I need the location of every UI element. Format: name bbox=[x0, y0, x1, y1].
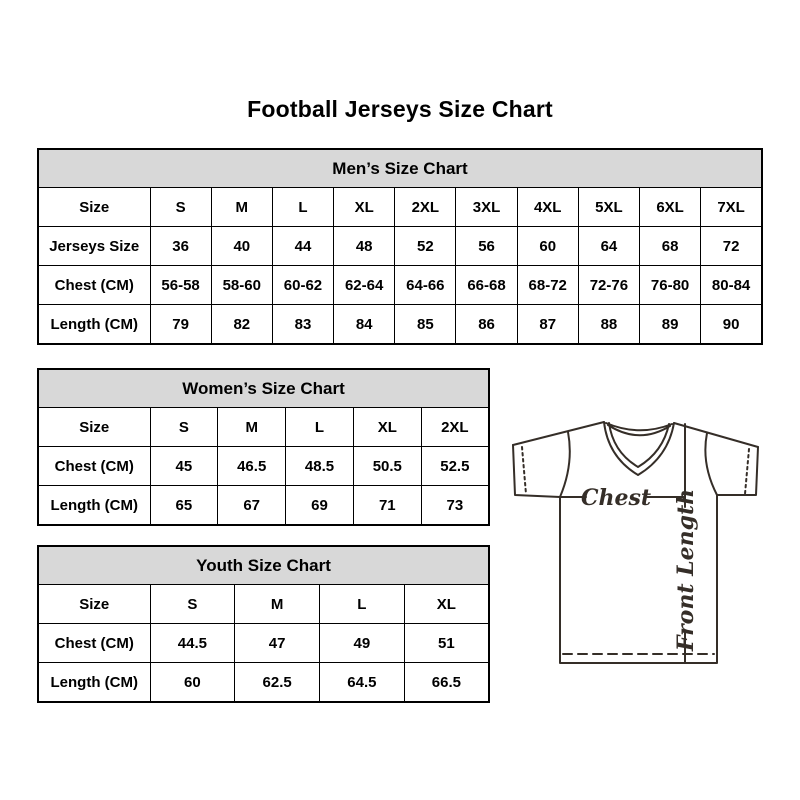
table-row bbox=[38, 486, 489, 526]
row-label-cell: Length (CM) bbox=[38, 663, 150, 703]
value-cell: 90 bbox=[701, 305, 762, 345]
value-cell: 82 bbox=[211, 305, 272, 345]
value-cell: 49 bbox=[320, 624, 405, 663]
row-label-cell: Size bbox=[38, 585, 150, 624]
row-label-cell: Chest (CM) bbox=[38, 447, 150, 486]
mens-size-chart-table bbox=[37, 148, 763, 345]
value-cell: 56-58 bbox=[150, 266, 211, 305]
value-cell: XL bbox=[353, 408, 421, 447]
value-cell: 60-62 bbox=[272, 266, 333, 305]
row-label-cell: Chest (CM) bbox=[38, 266, 150, 305]
value-cell: 52 bbox=[395, 227, 456, 266]
value-cell: 68-72 bbox=[517, 266, 578, 305]
value-cell: 84 bbox=[334, 305, 395, 345]
value-cell: L bbox=[320, 585, 405, 624]
value-cell: M bbox=[235, 585, 320, 624]
value-cell: 2XL bbox=[395, 188, 456, 227]
value-cell: 36 bbox=[150, 227, 211, 266]
value-cell: 4XL bbox=[517, 188, 578, 227]
table-row bbox=[38, 188, 762, 227]
table-title: Women’s Size Chart bbox=[38, 369, 489, 408]
table-title-row bbox=[38, 149, 762, 188]
table-title: Youth Size Chart bbox=[38, 546, 489, 585]
value-cell: 5XL bbox=[578, 188, 639, 227]
value-cell: S bbox=[150, 585, 235, 624]
value-cell: 44.5 bbox=[150, 624, 235, 663]
value-cell: 3XL bbox=[456, 188, 517, 227]
value-cell: 89 bbox=[640, 305, 701, 345]
value-cell: 69 bbox=[286, 486, 354, 526]
table-title-row bbox=[38, 369, 489, 408]
value-cell: 51 bbox=[404, 624, 489, 663]
row-label-cell: Jerseys Size bbox=[38, 227, 150, 266]
jersey-collar bbox=[604, 422, 674, 475]
value-cell: S bbox=[150, 408, 218, 447]
value-cell: 47 bbox=[235, 624, 320, 663]
value-cell: M bbox=[211, 188, 272, 227]
value-cell: 40 bbox=[211, 227, 272, 266]
jersey-right-sleeve bbox=[717, 447, 758, 495]
womens-size-chart-table bbox=[37, 368, 490, 526]
value-cell: 48.5 bbox=[286, 447, 354, 486]
chest-label: Chest bbox=[580, 485, 652, 511]
table-row bbox=[38, 266, 762, 305]
value-cell: 60 bbox=[517, 227, 578, 266]
table-row bbox=[38, 663, 489, 703]
value-cell: 45 bbox=[150, 447, 218, 486]
value-cell: 85 bbox=[395, 305, 456, 345]
value-cell: 72-76 bbox=[578, 266, 639, 305]
value-cell: 64 bbox=[578, 227, 639, 266]
value-cell: 71 bbox=[353, 486, 421, 526]
table-row bbox=[38, 624, 489, 663]
table-row bbox=[38, 585, 489, 624]
value-cell: 66.5 bbox=[404, 663, 489, 703]
value-cell: 46.5 bbox=[218, 447, 286, 486]
table-title: Men’s Size Chart bbox=[38, 149, 762, 188]
value-cell: 50.5 bbox=[353, 447, 421, 486]
table-title-row bbox=[38, 546, 489, 585]
row-label-cell: Length (CM) bbox=[38, 486, 150, 526]
jersey-left-sleeve bbox=[513, 445, 560, 497]
front-length-label: Front Length bbox=[673, 488, 699, 652]
value-cell: 73 bbox=[421, 486, 489, 526]
value-cell: 64-66 bbox=[395, 266, 456, 305]
value-cell: 2XL bbox=[421, 408, 489, 447]
value-cell: 68 bbox=[640, 227, 701, 266]
table-row bbox=[38, 227, 762, 266]
value-cell: L bbox=[286, 408, 354, 447]
value-cell: M bbox=[218, 408, 286, 447]
value-cell: 6XL bbox=[640, 188, 701, 227]
value-cell: S bbox=[150, 188, 211, 227]
value-cell: L bbox=[272, 188, 333, 227]
jersey-measurement-diagram bbox=[500, 412, 772, 674]
value-cell: 7XL bbox=[701, 188, 762, 227]
value-cell: 66-68 bbox=[456, 266, 517, 305]
value-cell: 52.5 bbox=[421, 447, 489, 486]
row-label-cell: Size bbox=[38, 408, 150, 447]
value-cell: 56 bbox=[456, 227, 517, 266]
value-cell: 76-80 bbox=[640, 266, 701, 305]
value-cell: 72 bbox=[701, 227, 762, 266]
table-row bbox=[38, 408, 489, 447]
row-label-cell: Length (CM) bbox=[38, 305, 150, 345]
value-cell: 80-84 bbox=[701, 266, 762, 305]
page-title: Football Jerseys Size Chart bbox=[247, 96, 553, 122]
table-row bbox=[38, 447, 489, 486]
value-cell: 48 bbox=[334, 227, 395, 266]
value-cell: 83 bbox=[272, 305, 333, 345]
value-cell: XL bbox=[404, 585, 489, 624]
value-cell: 62-64 bbox=[334, 266, 395, 305]
value-cell: 64.5 bbox=[320, 663, 405, 703]
value-cell: 65 bbox=[150, 486, 218, 526]
row-label-cell: Chest (CM) bbox=[38, 624, 150, 663]
row-label-cell: Size bbox=[38, 188, 150, 227]
value-cell: 88 bbox=[578, 305, 639, 345]
value-cell: 62.5 bbox=[235, 663, 320, 703]
value-cell: XL bbox=[334, 188, 395, 227]
youth-size-chart-table bbox=[37, 545, 490, 703]
value-cell: 44 bbox=[272, 227, 333, 266]
value-cell: 87 bbox=[517, 305, 578, 345]
value-cell: 79 bbox=[150, 305, 211, 345]
table-row bbox=[38, 305, 762, 345]
value-cell: 86 bbox=[456, 305, 517, 345]
value-cell: 60 bbox=[150, 663, 235, 703]
value-cell: 58-60 bbox=[211, 266, 272, 305]
value-cell: 67 bbox=[218, 486, 286, 526]
